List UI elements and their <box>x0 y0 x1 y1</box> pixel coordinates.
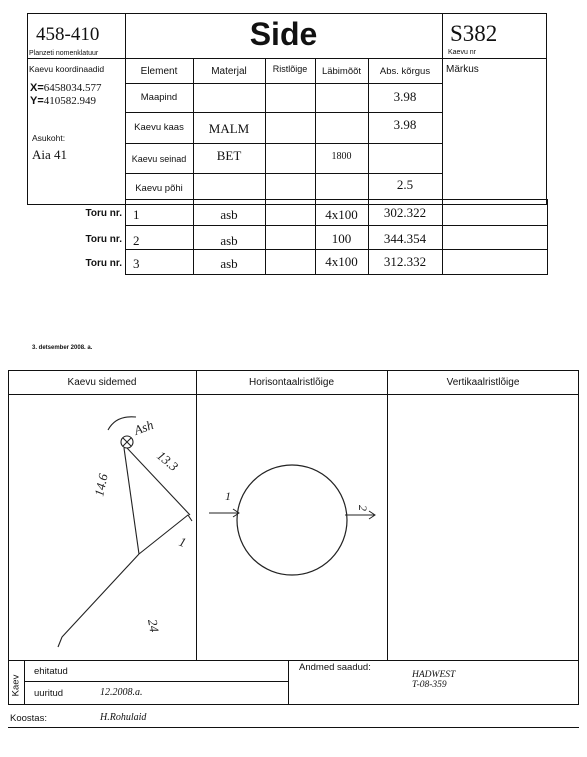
x-label: X= <box>30 82 44 94</box>
row-element: Kaevu seinad <box>131 154 187 164</box>
pipe-material: asb <box>220 207 238 222</box>
pipe-line-b <box>124 448 139 554</box>
sheet-number: 458-410 <box>36 24 100 45</box>
x-coordinate <box>30 82 102 94</box>
row-height: 2.5 <box>396 177 414 192</box>
built-label: ehitatud <box>34 666 68 677</box>
pipe-line-2 <box>125 249 547 250</box>
pipe-diameter: 100 <box>331 231 352 246</box>
row-line-1 <box>125 83 442 84</box>
section-horizontal: Horisontaalristlõige <box>248 377 335 388</box>
source-label: Andmed saadud: <box>299 662 371 673</box>
row-line-2 <box>125 112 442 113</box>
card-header-divider <box>27 58 547 59</box>
row-height: 3.98 <box>393 89 417 104</box>
pipe-diameter: 4x100 <box>325 207 358 222</box>
location-caption: Asukoht: <box>32 133 66 143</box>
well-circle <box>237 465 347 575</box>
header-remarks: Märkus <box>446 64 479 75</box>
sketch-mark-length-b: 13.3 <box>154 447 182 474</box>
col-line-2 <box>265 58 266 275</box>
section-divider-2 <box>387 370 388 660</box>
row-line-4 <box>125 173 442 174</box>
section-connections: Kaevu sidemed <box>67 377 137 388</box>
kaev-label: Kaev <box>10 674 22 697</box>
pipe-diameter: 4x100 <box>325 254 358 269</box>
row-line-3 <box>125 143 442 144</box>
row-material: BET <box>216 148 242 163</box>
pipe-line-0 <box>125 199 547 200</box>
footer-top-line <box>8 660 579 661</box>
row-element: Kaevu põhi <box>135 183 183 194</box>
sketch-mark-length-c: 1 <box>176 533 189 551</box>
location-value: Aia 41 <box>32 147 68 162</box>
pipe-line-d <box>58 554 139 647</box>
header-abs-height: Abs. kõrgus <box>379 66 431 77</box>
pipe-label: Toru nr. <box>85 234 122 245</box>
pipe-line-3 <box>125 274 547 275</box>
well-number-caption: Kaevu nr <box>448 49 477 56</box>
date-line: 3. detsember 2008. a. <box>32 345 93 351</box>
pipe-number: 3 <box>133 256 140 271</box>
row-element: Maapind <box>140 92 178 103</box>
surveyed-label: uuritud <box>34 688 64 699</box>
header-element: Element <box>140 66 178 77</box>
pipe-number: 1 <box>133 207 140 222</box>
header-material: Materjal <box>211 66 247 77</box>
row-height: 3.98 <box>393 117 417 132</box>
author-value: H.Rohulaid <box>100 712 147 723</box>
sketch-mark-length-d: 24 <box>145 617 163 634</box>
circle-mark-2: 2 <box>356 505 370 511</box>
header-diameter: Läbimõõt <box>321 66 362 77</box>
sketch-mark-length-a: 14.6 <box>91 472 111 498</box>
row-element: Kaevu kaas <box>134 122 184 133</box>
circle-mark-1: 1 <box>225 489 231 503</box>
author-label: Koostas: <box>10 713 47 724</box>
pipe-label: Toru nr. <box>85 258 122 269</box>
pipe-label: Toru nr. <box>85 208 122 219</box>
row-diameter: 1800 <box>331 151 352 162</box>
pipe-height: 312.332 <box>383 254 427 269</box>
y-value: 410582.949 <box>43 95 97 107</box>
pipe-material: asb <box>220 256 238 271</box>
well-number: S382 <box>450 21 498 46</box>
y-label: Y= <box>30 95 44 107</box>
row-material: MALM <box>208 121 250 136</box>
pipe-material: asb <box>220 233 238 248</box>
header-cross-section: Ristlõige <box>272 64 308 74</box>
source-value-1: HADWEST <box>412 670 456 680</box>
pipe-line-1 <box>125 225 547 226</box>
author-underline <box>8 727 579 728</box>
pipe-number: 2 <box>133 233 140 248</box>
sheet-caption: Planzeti nomenklatuur <box>29 50 99 57</box>
horizontal-section-sketch <box>197 395 387 659</box>
card-divider-right <box>442 13 443 275</box>
footer-mid-line <box>24 681 288 682</box>
connections-sketch <box>8 395 196 659</box>
footer-source-divider <box>288 660 289 705</box>
x-value: 6458034.577 <box>43 82 102 94</box>
surveyed-value: 12.2008.a. <box>100 687 143 698</box>
source-value-2: T-08-359 <box>412 680 447 690</box>
page-title: Side <box>249 16 318 52</box>
pipe-right-edge <box>547 199 548 275</box>
pipe-height: 344.354 <box>383 231 427 246</box>
section-vertical: Vertikaalristlõige <box>446 377 520 388</box>
footer-kaev-divider <box>24 660 25 705</box>
sketch-mark-ash: Ash <box>131 417 156 438</box>
y-coordinate <box>30 95 96 107</box>
pipe-height: 302.322 <box>383 205 427 220</box>
coordinates-caption: Kaevu koordinaadid <box>29 64 105 74</box>
